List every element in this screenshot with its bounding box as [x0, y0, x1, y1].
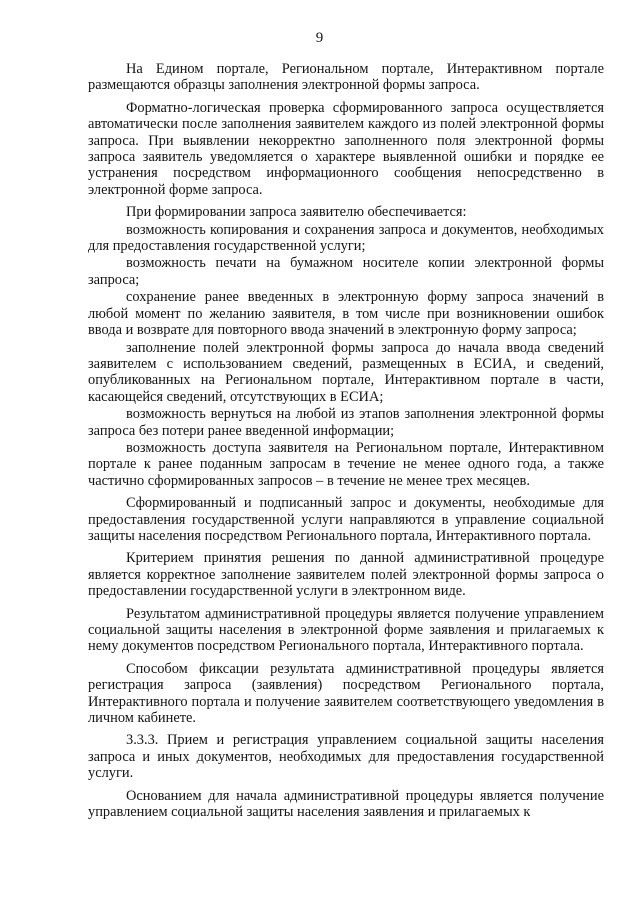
list-item-print: возможность печати на бумажном носителе копии электронной формы запроса;	[88, 255, 604, 288]
paragraph-provided-list-intro: При формировании запроса заявителю обеспечивается:	[126, 204, 467, 221]
list-item-prefill: заполнение полей электронной формы запроса до начала ввода сведений заявителем с использованием сведений, размещенных в ЕСИА, и сведений, опубликованных на Региональном портале, Интерактивном портале в части, касающейся сведений, отсутствующих в ЕСИА;	[88, 339, 604, 405]
paragraph-procedure-basis: Основанием для начала административной процедуры является получение управлением социальной защиты населения заявления и прилагаемых к	[88, 787, 604, 821]
paragraph-portals-samples: На Едином портале, Региональном портале, Интерактивном портале размещаются образцы заполнения электронной формы запроса.	[88, 61, 604, 94]
list-item-copy-save: возможность копирования и сохранения запроса и документов, необходимых для предоставления государственной услуги;	[88, 221, 604, 255]
paragraph-procedure-result: Результатом административной процедуры является получение управлением социальной защиты населения в электронной форме заявления и прилагаемых к нему документов посредством Регионального портала, Интерактивного портала.	[88, 605, 604, 655]
paragraph-decision-criterion: Критерием принятия решения по данной административной процедуре является корректное заполнение заявителем полей электронной формы запроса о предоставлении государственной услуги в электронном виде.	[88, 550, 604, 600]
document-body	[88, 61, 604, 820]
paragraph-request-sent: Сформированный и подписанный запрос и документы, необходимые для предоставления государственной услуги направляются в управление социальной защиты населения посредством Регионального портала, Интерактивного портала.	[88, 495, 604, 544]
list-item-return-step: возможность вернуться на любой из этапов заполнения электронной формы запроса без потери ранее введенной информации;	[88, 406, 604, 439]
page-number: 9	[315, 30, 324, 46]
list-item-save-values: сохранение ранее введенных в электронную форму запроса значений в любой момент по желанию заявителя, в том числе при возникновении ошибок ввода и возврате для повторного ввода значений в электронную форму запроса;	[88, 289, 604, 339]
paragraph-fixation-method: Способом фиксации результата административной процедуры является регистрация запроса (заявления) посредством Регионального портала, Интерактивного портала и получение заявителем соответствующего уведомления в личном кабинете.	[88, 660, 604, 727]
list-item-access-requests: возможность доступа заявителя на Региональном портале, Интерактивном портале к ранее поданным запросам в течение не менее одного года, а также частично сформированных запросов – в течение не менее трех месяцев.	[88, 439, 604, 489]
section-heading-3-3-3: 3.3.3. Прием и регистрация управлением социальной защиты населения запроса и иных документов, необходимых для предоставления государственной услуги.	[88, 732, 604, 782]
paragraph-format-check: Форматно-логическая проверка сформированного запроса осуществляется автоматически после заполнения заявителем каждого из полей электронной формы запроса. При выявлении некорректно заполненного поля электронной формы запроса заявитель уведомляется о характере выявленной ошибки и порядке ее устранения посредством информационного сообщения непосредственно в электронной форме запроса.	[88, 99, 604, 198]
